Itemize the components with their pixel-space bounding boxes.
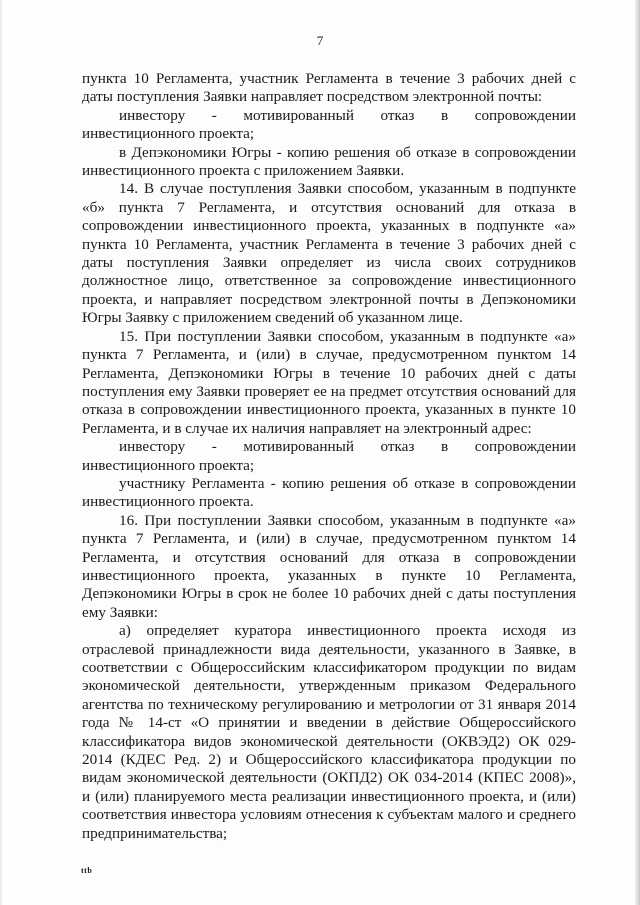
paragraph-4: 14. В случае поступления Заявки способом, указанным в подпункте «б» пункта 7 Регламента, и отсутствия оснований для отказа в сопровождении инвестиционного проекта, указанных в подпункте «а» пункта 10 Регламента, участник Регламента в течение 3 рабочих дней с даты поступления Заявки определяет из числа своих сотрудников должностное лицо, ответственное за сопровождение инвестиционного проекта, и направляет посредством электронной почты в Депэкономики Югры Заявку с приложением сведений об указанном лице. bbox=[82, 180, 576, 327]
paragraph-3: в Депэкономики Югры - копию решения об отказе в сопровождении инвестиционного проекта с приложением Заявки. bbox=[82, 143, 576, 180]
page-right-edge-shadow bbox=[635, 0, 640, 905]
paragraph-9: а) определяет куратора инвестиционного проекта исходя из отраслевой принадлежности вида деятельности, указанного в Заявке, в соответствии с Общероссийским классификатором продукции по видам экономической деятельности, утвержденным приказом Федерального агентства по техническому регулированию и метрологии от 31 января 2014 года № 14-ст «О принятии и введении в действие Общероссийского классификатора видов экономической деятельности (ОКВЭД2) ОК 029-2014 (КДЕС Ред. 2) и Общероссийского классификатора продукции по видам экономической деятельности (ОКПД2) ОК 034-2014 (КПЕС 2008)», и (или) планируемого места реализации инвестиционного проекта, и (или) соответствия инвестора условиям отнесения к субъектам малого и среднего предпринимательства; bbox=[82, 622, 576, 842]
paragraph-1: пункта 10 Регламента, участник Регламента в течение 3 рабочих дней с даты поступления Заявки направляет посредством электронной почты: bbox=[82, 70, 576, 106]
document-body bbox=[82, 70, 576, 843]
page-left-edge bbox=[0, 0, 2, 905]
footer-mark: ttb bbox=[81, 866, 93, 875]
paragraph-2: инвестору - мотивированный отказ в сопровождении инвестиционного проекта; bbox=[82, 106, 576, 143]
paragraph-6: инвестору - мотивированный отказ в сопровождении инвестиционного проекта; bbox=[82, 438, 576, 474]
paragraph-8: 16. При поступлении Заявки способом, указанным в подпункте «а» пункта 7 Регламента, и (или) в случае, предусмотренном пунктом 14 Регламента, и отсутствия оснований для отказа в сопровождении инвестиционного проекта, указанных в пункте 10 Регламента, Депэкономики Югры в срок не более 10 рабочих дней с даты поступления ему Заявки: bbox=[82, 511, 576, 621]
paragraph-5: 15. При поступлении Заявки способом, указанным в подпункте «а» пункта 7 Регламента, и (или) в случае, предусмотренном пунктом 14 Регламента, Депэкономики Югры в течение 10 рабочих дней с даты поступления ему Заявки проверяет ее на предмет отсутствия оснований для отказа в сопровождении инвестиционного проекта, указанных в пункте 10 Регламента, и в случае их наличия направляет на электронный адрес: bbox=[82, 327, 576, 437]
page-number: 7 bbox=[316, 33, 324, 48]
paragraph-7: участнику Регламента - копию решения об отказе в сопровождении инвестиционного проекта. bbox=[82, 474, 576, 511]
